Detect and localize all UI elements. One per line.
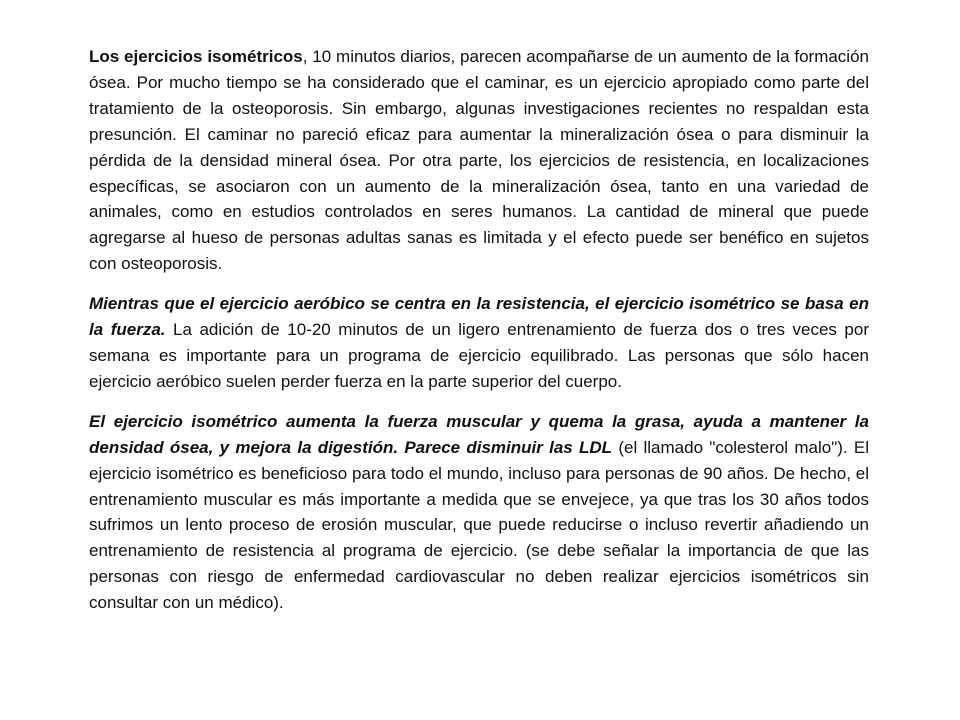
paragraph-lead-bold-italic: Mientras que el ejercicio aeróbico se centra en la resistencia, el ejercicio isométrico se basa en la fuerza. (89, 294, 869, 340)
paragraph-body: (el llamado "colesterol malo"). El ejercicio isométrico es beneficioso para todo el mundo, incluso para personas de 90 años. De hecho, el entrenamiento muscular es más importante a medida que se envejece, ya que tras los 30 años todos sufrimos un lento proceso de erosión muscular, que puede reducirse o incluso revertir añadiendo un entrenamiento de resistencia al programa de ejercicio. (se debe señalar la importancia de que las personas con riesgo de enfermedad cardiovascular no deben realizar ejercicios isométricos sin consultar con un médico). (89, 437, 869, 613)
paragraph-aerobic-vs-isometric (89, 291, 869, 395)
paragraph-body: La adición de 10-20 minutos de un ligero entrenamiento de fuerza dos o tres veces por semana es importante para un programa de ejercicio equilibrado. Las personas que sólo hacen ejercicio aeróbico suelen perder fuerza en la parte superior del cuerpo. (89, 320, 869, 391)
text-block (89, 44, 869, 630)
paragraph-lead-bold-italic: El ejercicio isométrico aumenta la fuerza muscular y quema la grasa, ayuda a mantener la densidad ósea, y mejora la digestión. Parece disminuir las LDL (89, 411, 869, 457)
paragraph-lead-bold: Los ejercicios isométricos (89, 47, 303, 66)
paragraph-isometric-bone (89, 44, 869, 277)
paragraph-isometric-benefits (89, 409, 869, 616)
paragraph-body: , 10 minutos diarios, parecen acompañarse de un aumento de la formación ósea. Por mucho tiempo se ha considerado que el caminar, es un ejercicio apropiado como parte del tratamiento de la osteoporosis. Sin embargo, algunas investigaciones recientes no respaldan esta presunción. El caminar no pareció eficaz para aumentar la mineralización ósea o para disminuir la pérdida de la densidad mineral ósea. Por otra parte, los ejercicios de resistencia, en localizaciones específicas, se asociaron con un aumento de la mineralización ósea, tanto en una variedad de animales, como en estudios controlados en seres humanos. La cantidad de mineral que puede agregarse al hueso de personas adultas sanas es limitada y el efecto puede ser benéfico en sujetos con osteoporosis. (89, 47, 869, 274)
